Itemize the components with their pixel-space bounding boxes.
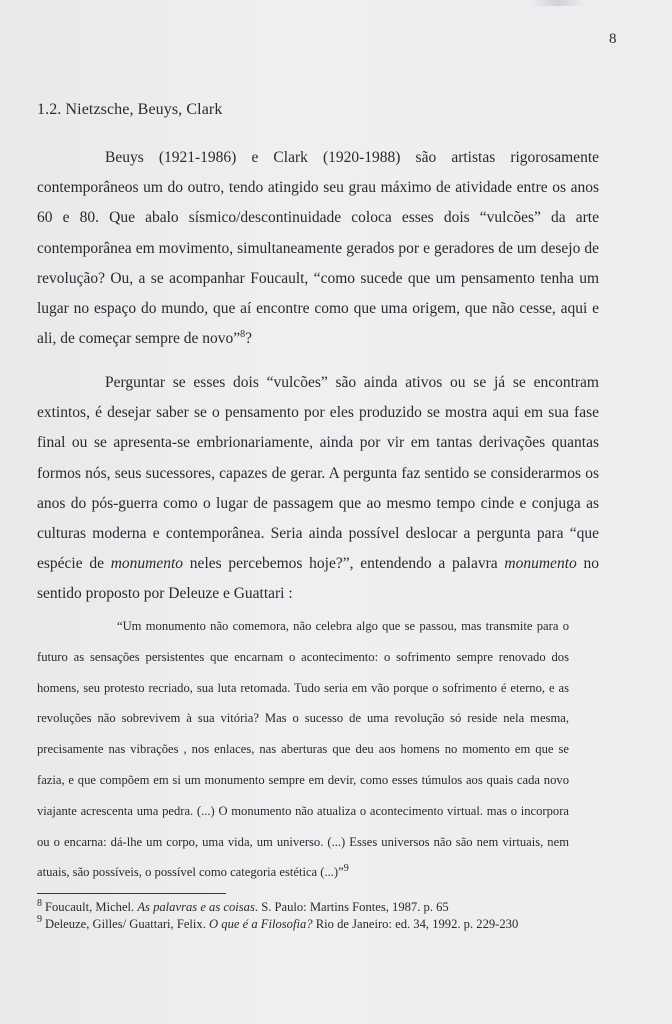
paragraph-2-text-3: no sentido proposto por Deleuze e Guattari : — [37, 555, 599, 603]
footnote-separator — [37, 893, 226, 894]
footnote-author: Deleuze, Gilles/ Guattari, Felix. — [45, 916, 210, 931]
paragraph-2 — [37, 368, 599, 610]
footnote-title: O que é a Filosofia? — [209, 916, 313, 931]
block-quote-text: “Um monumento não comemora, não celebra algo que se passou, mas transmite para o futuro as sensações persistentes que encarnam o acontecimento: o sofrimento sempre renovado dos homens, seu protesto recriado, sua luta retomada. Tudo seria em vão porque o sofrimento é eterno, e as revoluções não sobrevivem à sua vitória? Mas o sucesso de uma revolução só reside nela mesma, precisamente nas vibrações , nos enlaces, nas aberturas que deu aos homens no momento em que se fazia, e que compõem em si um monumento sempre em devir, como esses túmulos aos quais cada novo viajante acrescenta uma pedra. (...) O monumento não atualiza o acontecimento virtual. mas o incorpora ou o encarna: dá-lhe um corpo, uma vida, um universo. (...) Esses universos não são nem virtuais, nem atuais, são possíveis, o possível como categoria estética (...)” — [37, 619, 569, 880]
footnotes — [37, 899, 597, 932]
footnote-author: Foucault, Michel. — [45, 900, 138, 914]
paragraph-1-tail: ? — [245, 330, 253, 348]
page-smudge — [530, 0, 585, 6]
paragraph-2-emphasis-1: monumento — [110, 555, 184, 573]
footnote-number: 8 — [37, 897, 42, 909]
footnote-9 — [37, 916, 597, 933]
footnote-ref-9[interactable]: 9 — [343, 863, 349, 875]
paragraph-2-text-1: Perguntar se esses dois “vulcões” são ainda ativos ou se já se encontram extintos, é desejar saber se o pensamento por eles produzido se mostra aqui em sua fase final ou se apresenta-se embrionariamente, ainda por vir em tantas derivações quantas formos nós, seus sucessores, capazes de gerar. A pergunta faz sentido se considerarmos os anos do pós-guerra como o lugar de passagem que ao mesmo tempo cinde e conjuga as culturas moderna e contemporânea. Seria ainda possível deslocar a pergunta para “que espécie de — [37, 374, 599, 573]
footnote-number: 9 — [37, 914, 42, 926]
section-heading: 1.2. Nietzsche, Beuys, Clark — [37, 101, 223, 118]
footnote-publication: . S. Paulo: Martins Fontes, 1987. p. 65 — [254, 900, 449, 914]
page-number: 8 — [609, 31, 617, 47]
block-quote — [37, 611, 569, 888]
footnote-8 — [37, 899, 597, 916]
footnote-publication: Rio de Janeiro: ed. 34, 1992. p. 229-230 — [312, 916, 519, 931]
paragraph-1-text: Beuys (1921-1986) e Clark (1920-1988) são artistas rigorosamente contemporâneos um do outro, tendo atingido seu grau máximo de atividade entre os anos 60 e 80. Que abalo sísmico/descontinuidade coloca esses dois “vulcões” da arte contemporânea em movimento, simultaneamente gerados por e geradores de um desejo de revolução? Ou, a se acompanhar Foucault, “como sucede que um pensamento tenha um lugar no espaço do mundo, que aí encontre como que uma origem, que não cesse, aqui e ali, de começar sempre de novo” — [37, 149, 599, 348]
footnote-ref-8[interactable]: 8 — [240, 329, 246, 341]
paragraph-1 — [37, 143, 599, 354]
paragraph-2-emphasis-2: monumento — [504, 555, 577, 573]
paragraph-2-text-2: neles percebemos hoje?”, entendendo a palavra — [183, 555, 505, 573]
footnote-title: As palavras e as coisas — [137, 900, 255, 914]
